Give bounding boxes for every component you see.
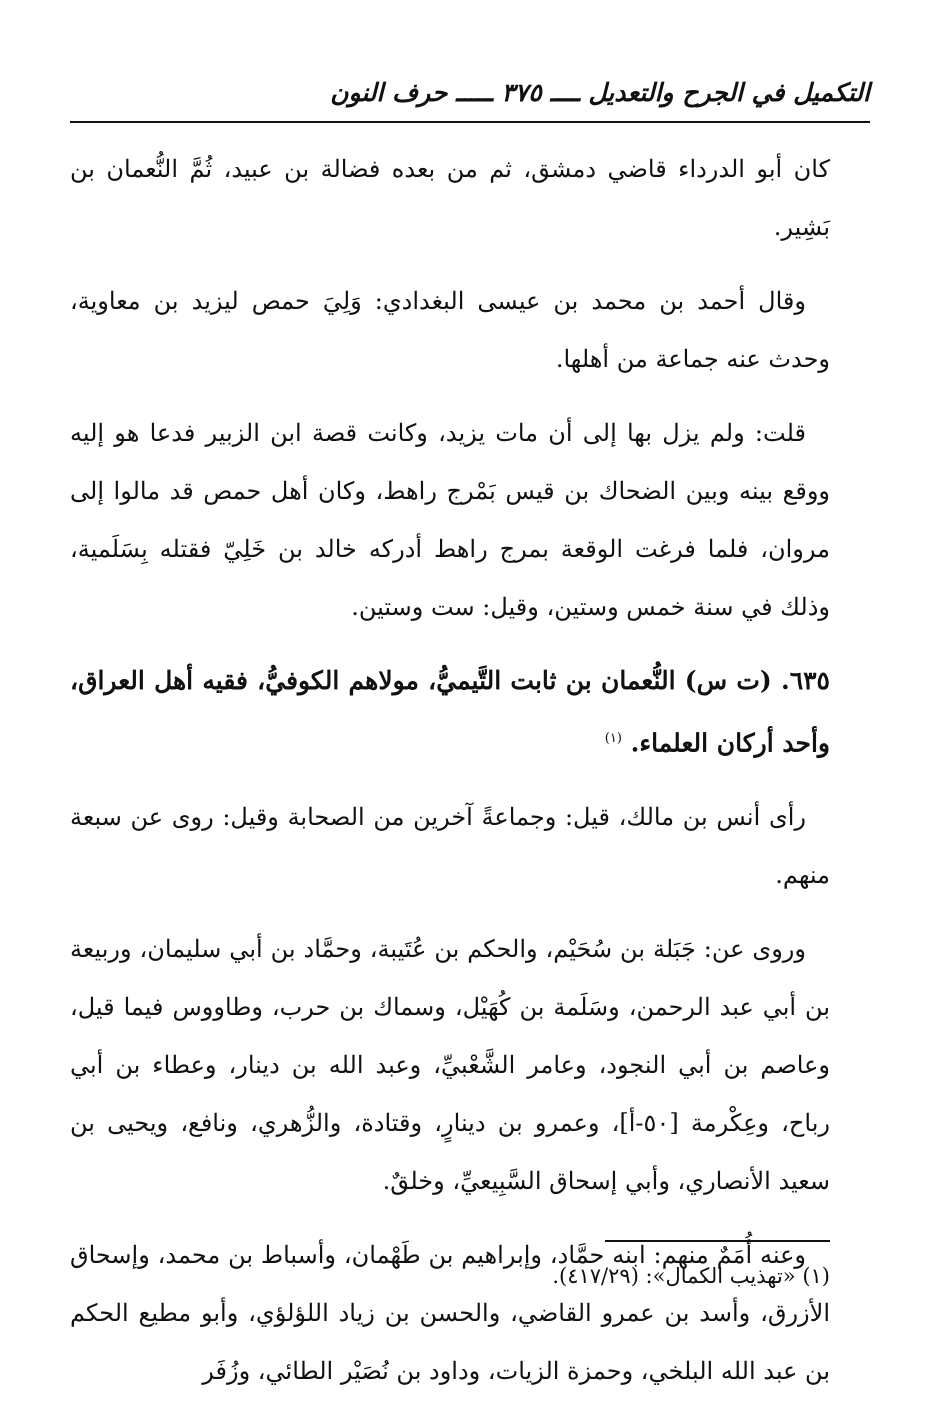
paragraph-5: وروى عن: جَبَلة بن سُحَيْم، والحكم بن عُتَيبة، وحمَّاد بن أبي سليمان، وربيعة بن أبي عبد الرحمن، وسَلَمة بن كُهَيْل، وسماك بن حرب، وطاووس فيما قيل، وعاصم بن أبي النجود، وعامر الشَّعْبيِّ، وعبد الله بن دينار، وعطاء بن أبي رباح، وعِكْرمة [٥٠-أ]، وعمرو بن دينارٍ، وقتادة، والزُّهري، ونافع، ويحيى بن سعيد الأنصاري، وأبي إسحاق السَّبِيعيِّ، وخلقٌ. [70, 935, 830, 1196]
entry-heading [70, 652, 830, 772]
running-header: التكميل في الجرح والتعديل ــــ ٣٧٥ ـــــ حرف النون [330, 78, 870, 107]
footnote: (١) «تهذيب الكمال»: (٤١٧/٢٩). [552, 1264, 830, 1288]
paragraph-3: قلت: ولم يزل بها إلى أن مات يزيد، وكانت قصة ابن الزبير فدعا هو إليه ووقع بينه وبين الضحاك بن قيس بَمْرج راهط، وكان أهل حمص قد مالوا إلى مروان، فلما فرغت الوقعة بمرج راهط أدركه خالد بن خَلِيّ فقتله بِسَلَمية، وذلك في سنة خمس وستين، وقيل: ست وستين. [70, 419, 831, 621]
footnote-divider [605, 1240, 830, 1242]
main-text [70, 140, 830, 1416]
entry-heading-text: ٦٣٥. (ت س) النُّعمان بن ثابت التَّيميُّ، مولاهم الكوفيُّ، فقيه أهل العراق، وأحد أركان العلماء. [70, 666, 830, 758]
header-divider [70, 121, 870, 123]
paragraph-6: وعنه أُمَمٌ منهم: ابنه حمَّاد، وإبراهيم بن طَهْمان، وأسباط بن محمد، وإسحاق الأزرق، وأسد بن عمرو القاضي، والحسن بن زياد اللؤلؤي، وأبو مطيع الحكم بن عبد الله البلخي، وحمزة الزيات، وداود بن نُصَيْر الطائي، وزُفَر [70, 1241, 830, 1386]
paragraph-2: وقال أحمد بن محمد بن عيسى البغدادي: وَلِيَ حمص ليزيد بن معاوية، وحدث عنه جماعة من أهلها. [70, 287, 830, 373]
footnote-marker: (١) [604, 731, 622, 746]
paragraph-1: كان أبو الدرداء قاضي دمشق، ثم من بعده فضالة بن عبيد، ثُمَّ النُّعمان بن بَشِير. [70, 155, 830, 241]
paragraph-4: رأى أنس بن مالك، قيل: وجماعةً آخرين من الصحابة وقيل: روى عن سبعة منهم. [70, 803, 830, 890]
